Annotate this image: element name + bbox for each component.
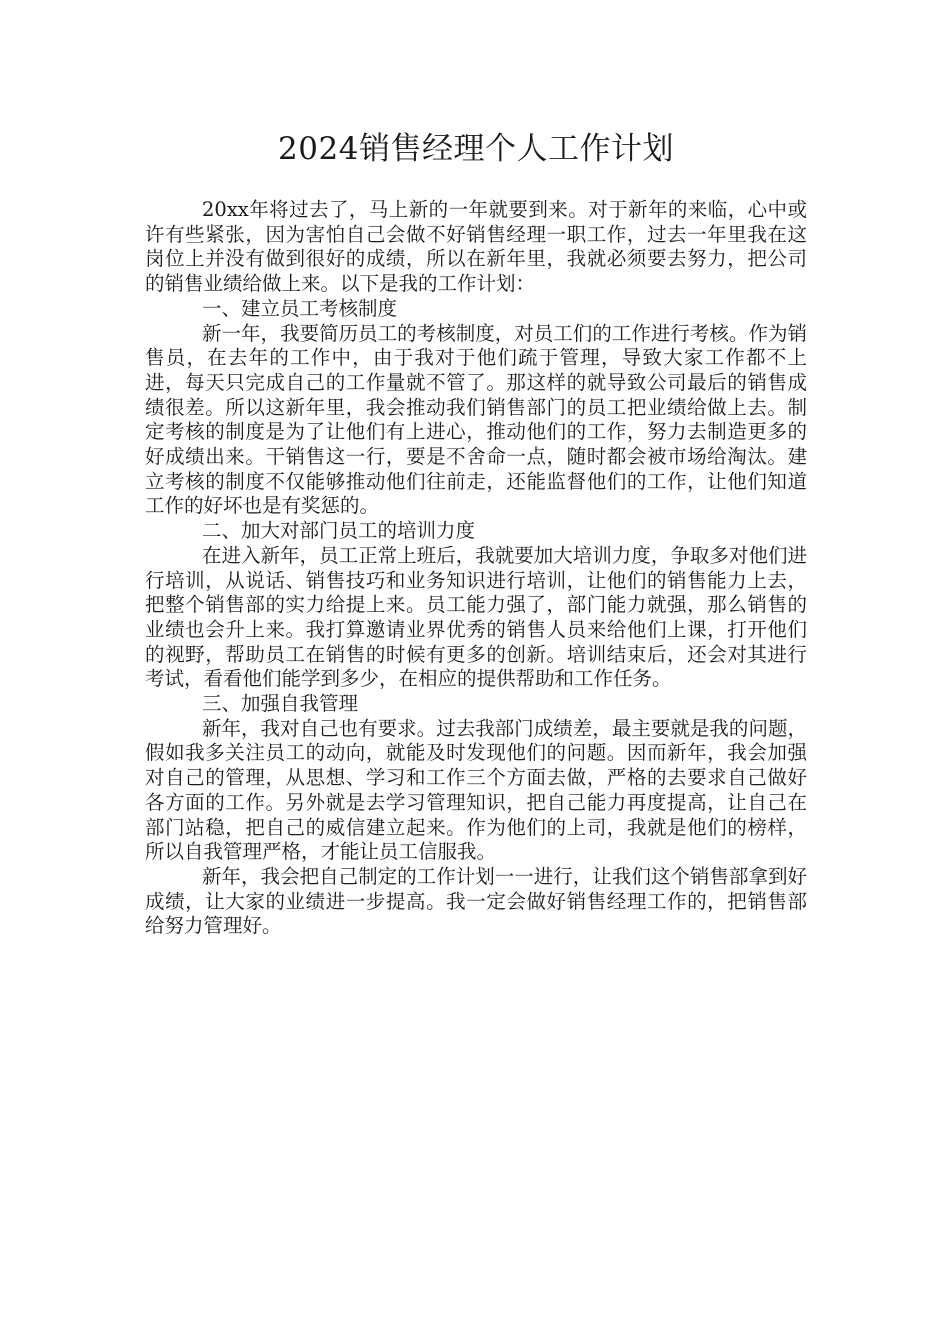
section-heading-3: 三、加强自我管理 (202, 692, 359, 716)
section-3-paragraph: 新年，我对自己也有要求。过去我部门成绩差，最主要就是我的问题，假如我多关注员工的动向，就能及时发现他们的问题。因而新年，我会加强对自己的管理，从思想、学习和工作三个方面去做，严格的去要求自己做好各方面的工作。另外就是去学习管理知识，把自己能力再度提高，让自己在部门站稳，把自己的威信建立起来。作为他们的上司，我就是他们的榜样，所以自我管理严格，才能让员工信服我。 (145, 716, 807, 864)
intro-paragraph: 20xx年将过去了，马上新的一年就要到来。对于新年的来临，心中或许有些紧张，因为害怕自己会做不好销售经理一职工作，过去一年里我在这岗位上并没有做到很好的成绩，所以在新年里，我就必须要去努力，把公司的销售业绩给做上来。以下是我的工作计划： (145, 198, 807, 296)
section-heading-2: 二、加大对部门员工的培训力度 (202, 519, 476, 543)
section-heading-1: 一、建立员工考核制度 (202, 296, 398, 320)
section-2-paragraph: 在进入新年，员工正常上班后，我就要加大培训力度，争取多对他们进行培训，从说话、销售技巧和业务知识进行培训，让他们的销售能力上去，把整个销售部的实力给提上来。员工能力强了，部门能力就强，那么销售的业绩也会升上来。我打算邀请业界优秀的销售人员来给他们上课，打开他们的视野，帮助员工在销售的时候有更多的创新。培训结束后，还会对其进行考试，看看他们能学到多少，在相应的提供帮助和工作任务。 (145, 543, 807, 691)
document-body (145, 198, 807, 939)
closing-paragraph: 新年，我会把自己制定的工作计划一一进行，让我们这个销售部拿到好成绩，让大家的业绩进一步提高。我一定会做好销售经理工作的，把销售部给努力管理好。 (145, 864, 807, 938)
document-title: 2024销售经理个人工作计划 (278, 131, 674, 167)
document-page (145, 128, 807, 939)
section-1-paragraph: 新一年，我要简历员工的考核制度，对员工们的工作进行考核。作为销售员，在去年的工作中，由于我对于他们疏于管理，导致大家工作都不上进，每天只完成自己的工作量就不管了。那这样的就导致公司最后的销售成绩很差。所以这新年里，我会推动我们销售部门的员工把业绩给做上去。制定考核的制度是为了让他们有上进心，推动他们的工作，努力去制造更多的好成绩出来。干销售这一行，要是不舍命一点，随时都会被市场给淘汰。建立考核的制度不仅能够推动他们往前走，还能监督他们的工作，让他们知道工作的好坏也是有奖惩的。 (145, 321, 807, 518)
